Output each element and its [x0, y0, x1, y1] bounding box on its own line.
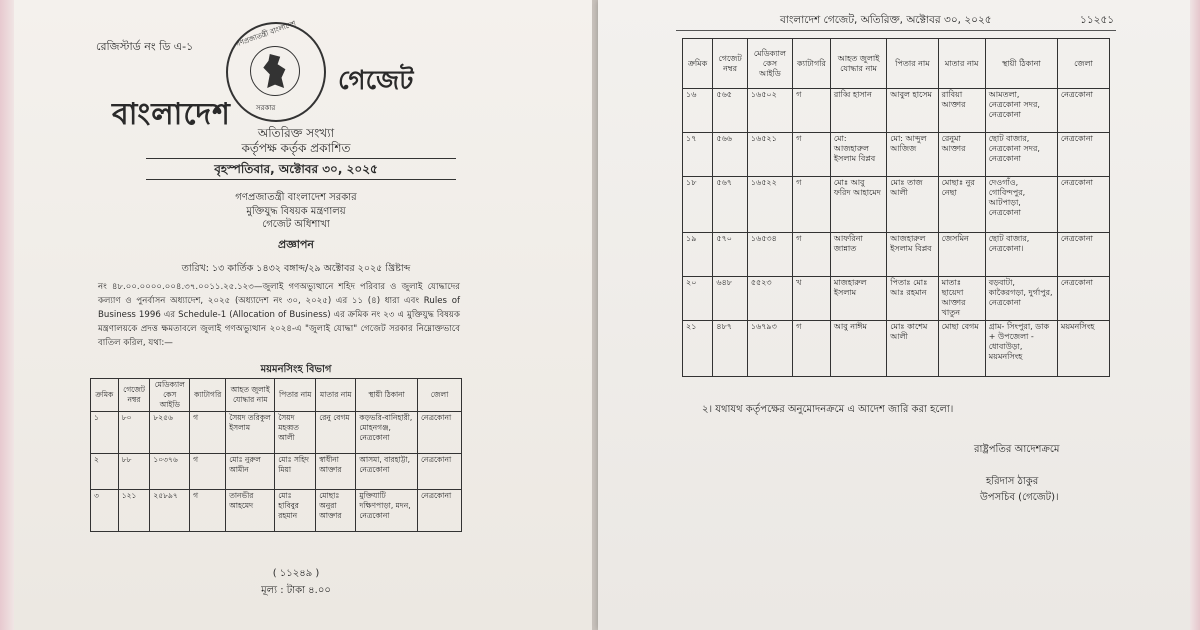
table-row: [683, 321, 1110, 377]
table-cell: মোছাঃ অনুরা আক্তার: [316, 490, 356, 532]
table-cell: ৮৮: [118, 454, 150, 490]
table-row: [683, 89, 1110, 133]
table-cell: জেসমিন: [938, 233, 985, 277]
table-cell: ৫৬৬: [713, 133, 747, 177]
table-cell: ২১: [683, 321, 713, 377]
table-cell: ৮২৫৬: [150, 412, 190, 454]
column-header: গেজেট নম্বর: [118, 379, 150, 412]
table-cell: মাতাঃ ছায়েদা আক্তার খাতুন: [938, 277, 985, 321]
table-row: [91, 490, 462, 532]
table-cell: রাব্বি হাসান: [830, 89, 886, 133]
table-cell: স্বাধীনা আক্তার: [316, 454, 356, 490]
table-cell: মোঃ আবু ফরিদ আহামেদ: [830, 177, 886, 233]
table-cell: ১২১: [118, 490, 150, 532]
table-cell: আমতলা, নেত্রকোনা সদর, নেত্রকোনা: [985, 89, 1057, 133]
table-cell: ১০৩৭৬: [150, 454, 190, 490]
order-line: রাষ্ট্রপতির আদেশক্রমে: [974, 444, 1060, 455]
table-row: [683, 233, 1110, 277]
table-cell: গ্রাম- সিংপুরা, ডাক + উপজেলা - ধোবাউড়া, ময়মনসিংহ: [985, 321, 1057, 377]
table-cell: নেত্রকোনা: [1057, 233, 1109, 277]
table-cell: রেনুমা আক্তার: [938, 133, 985, 177]
page-edge: [1190, 0, 1200, 630]
column-header: ক্যাটাগরি: [793, 39, 831, 89]
table-cell: ১৬৫৩৪: [747, 233, 792, 277]
table-cell: নেত্রকোনা: [1057, 177, 1109, 233]
table-cell: মো: আব্দুল আজিজ: [887, 133, 938, 177]
table-cell: রেনু বেগম: [316, 412, 356, 454]
column-header: আহত জুলাই যোদ্ধার নাম: [830, 39, 886, 89]
table-cell: রাবিয়া আক্তার: [938, 89, 985, 133]
table-cell: ২: [91, 454, 119, 490]
table-cell: ২০: [683, 277, 713, 321]
table-cell: বড়বাটা, কাকৈরগড়া, দুর্গাপুর, নেত্রকোনা: [985, 277, 1057, 321]
table-header-row: [91, 379, 462, 412]
table-cell: গ: [793, 233, 831, 277]
table-cell: গ: [190, 490, 226, 532]
table-cell: ৫৫২৩: [747, 277, 792, 321]
table-cell: গ: [793, 321, 831, 377]
seal-bottom-text: সরকার: [256, 104, 276, 112]
table-cell: আবু নাঈম: [830, 321, 886, 377]
table-cell: ছোট বাজার, নেত্রকোনা।: [985, 233, 1057, 277]
notification-title: প্রজ্ঞাপন: [278, 238, 314, 251]
table-cell: মোঃ কাশেম আলী: [887, 321, 938, 377]
table-cell: নেত্রকোনা: [1057, 133, 1109, 177]
divider: [676, 30, 1116, 31]
table-row: [683, 133, 1110, 177]
table-cell: ৫৬৫: [713, 89, 747, 133]
table-cell: ৩: [91, 490, 119, 532]
government-name: গণপ্রজাতন্ত্রী বাংলাদেশ সরকার: [235, 192, 357, 203]
table-cell: আজহারুল ইসলাম বিপ্লব: [887, 233, 938, 277]
table-cell: গ: [793, 177, 831, 233]
table-cell: গ: [793, 133, 831, 177]
table-cell: নেত্রকোনা: [1057, 277, 1109, 321]
table-cell: মো: আজহারুল ইসলাম বিপ্লব: [830, 133, 886, 177]
division-title: ময়মনসিংহ বিভাগ: [260, 364, 332, 375]
column-header: ক্রমিক: [683, 39, 713, 89]
column-header: ক্রমিক: [91, 379, 119, 412]
registration-number: রেজিস্টার্ড নং ডি এ-১: [96, 40, 194, 53]
table-cell: মোঃ তাজ আলী: [887, 177, 938, 233]
notification-date: তারিখ: ১৩ কার্তিক ১৪৩২ বঙ্গাব্দ/২৯ অক্টোবর ২০২৫ খ্রিষ্টাব্দ: [181, 263, 411, 274]
divider: [146, 158, 456, 159]
signer-name: হরিদাস ঠাকুর: [986, 476, 1039, 487]
issue-date: বৃহস্পতিবার, অক্টোবর ৩০, ২০২৫: [214, 162, 378, 176]
column-header: ক্যাটাগরি: [190, 379, 226, 412]
table-cell: মোছা বেগম: [938, 321, 985, 377]
table-cell: মুক্তিযাটি দক্ষিণপাড়া, মদন, নেত্রকোনা: [356, 490, 418, 532]
column-header: জেলা: [418, 379, 462, 412]
page-number: ( ১১২৪৯ ): [272, 568, 320, 579]
table-cell: ১৭: [683, 133, 713, 177]
right-gazette-table: [682, 38, 1110, 377]
divider: [146, 179, 456, 180]
column-header: পিতার নাম: [275, 379, 316, 412]
table-cell: ময়মনসিংহ: [1057, 321, 1109, 377]
table-cell: ছোট বাজার, নেত্রকোনা সদর, নেত্রকোনা: [985, 133, 1057, 177]
table-cell: ১৬৫২১: [747, 133, 792, 177]
table-cell: ১৬৫২২: [747, 177, 792, 233]
table-cell: নেত্রকোনা: [418, 490, 462, 532]
table-cell: ৫৬৭: [713, 177, 747, 233]
ministry-name: মুক্তিযুদ্ধ বিষয়ক মন্ত্রণালয়: [246, 206, 346, 217]
left-gazette-table: [90, 378, 462, 532]
table-cell: মোঃ সহিদ মিয়া: [275, 454, 316, 490]
column-header: মেডিক্যাল কেস আইডি: [150, 379, 190, 412]
table-cell: ১৮: [683, 177, 713, 233]
table-cell: ১: [91, 412, 119, 454]
table-cell: ১৯: [683, 233, 713, 277]
table-cell: কড়ভরি-বানিহারী, মোহনগঞ্জ, নেত্রকোনা: [356, 412, 418, 454]
table-cell: গ: [190, 454, 226, 490]
running-header: বাংলাদেশ গেজেট, অতিরিক্ত, অক্টোবর ৩০, ২০২৫: [780, 14, 992, 26]
approval-note: ২। যথাযথ কর্তৃপক্ষের অনুমোদনক্রমে এ আদেশ জারি করা হলো।: [702, 404, 954, 415]
extraordinary-label: অতিরিক্ত সংখ্যা: [257, 126, 335, 140]
table-cell: দেওগাঁও, গোবিন্দপুর, আটপাড়া, নেত্রকোনা: [985, 177, 1057, 233]
table-cell: ৫৭০: [713, 233, 747, 277]
table-cell: পিতাঃ মোঃ আঃ রহমান: [887, 277, 938, 321]
column-header: গেজেট নম্বর: [713, 39, 747, 89]
table-cell: আসমা, বারহাট্টা, নেত্রকোনা: [356, 454, 418, 490]
notification-paragraph: নং ৪৮.০০.০০০০.০০৪.৩৭.০০১১.২৫.১২৩—জুলাই গণঅভ্যুত্থানে শহিদ পরিবার ও জুলাই যোদ্ধাদের কল্যাণ ও পুনর্বাসন অধ্যাদেশ, ২০২৫ (অধ্যাদেশ নং ৩০, ২০২৫) এর ১১ (৪) ধারা এবং Rules of Business 1996 এর Schedule-1 (Allocation of Business) এর ক্রমিক নং ২৩ এ মুক্তিযুদ্ধ বিষয়ক মন্ত্রণালয়কে প্রদত্ত ক্ষমতাবলে জুলাই গণঅভ্যুত্থান ২০২৪-এ "জুলাই যোদ্ধা" গেজেট সরকার নিম্নোক্তভাবে বাতিল করিল, যথা:—: [98, 282, 460, 348]
table-cell: সৈয়দ তরিকুল ইসলাম: [226, 412, 275, 454]
column-header: মেডিক্যাল কেস আইডি: [747, 39, 792, 89]
left-gazette-page: [0, 0, 592, 630]
table-row: [683, 177, 1110, 233]
section-name: গেজেট অধিশাখা: [262, 219, 330, 230]
table-cell: আফরিনা জান্নাত: [830, 233, 886, 277]
price-label: মূল্য : টাকা ৪.০০: [261, 585, 331, 596]
table-cell: সৈয়দ মহব্বত আলী: [275, 412, 316, 454]
published-by-label: কর্তৃপক্ষ কর্তৃক প্রকাশিত: [241, 141, 351, 155]
column-header: আহত জুলাই যোদ্ধার নাম: [226, 379, 275, 412]
table-cell: ২৫৮৯৭: [150, 490, 190, 532]
masthead-gazette: গেজেট: [338, 66, 414, 96]
column-header: মাতার নাম: [938, 39, 985, 89]
table-cell: ১৬: [683, 89, 713, 133]
column-header: স্থায়ী ঠিকানা: [356, 379, 418, 412]
table-cell: মোছাঃ নুর নেছা: [938, 177, 985, 233]
page-number: ১১২৫১: [1080, 14, 1115, 26]
seal-ring-text: গণপ্রজাতন্ত্রী বাংলাদেশ: [234, 19, 297, 49]
table-row: [683, 277, 1110, 321]
table-row: [91, 454, 462, 490]
table-cell: ৮০: [118, 412, 150, 454]
table-cell: ৬৪৮: [713, 277, 747, 321]
table-cell: খ: [793, 277, 831, 321]
table-cell: গ: [190, 412, 226, 454]
table-cell: তানভীর আহমেদ: [226, 490, 275, 532]
column-header: পিতার নাম: [887, 39, 938, 89]
table-cell: ১৬৫০২: [747, 89, 792, 133]
table-cell: আবুল হাসেম: [887, 89, 938, 133]
table-cell: নেত্রকোনা: [1057, 89, 1109, 133]
table-cell: মোঃ হাবিবুর রহমান: [275, 490, 316, 532]
column-header: জেলা: [1057, 39, 1109, 89]
table-row: [91, 412, 462, 454]
signer-title: উপসচিব (গেজেট)।: [980, 492, 1059, 503]
government-seal: [226, 19, 326, 122]
table-cell: মোঃ নুরুল আমীন: [226, 454, 275, 490]
table-cell: মাজহারুল ইসলাম: [830, 277, 886, 321]
table-header-row: [683, 39, 1110, 89]
table-cell: নেত্রকোনা: [418, 454, 462, 490]
column-header: স্থায়ী ঠিকানা: [985, 39, 1057, 89]
table-cell: নেত্রকোনা: [418, 412, 462, 454]
column-header: মাতার নাম: [316, 379, 356, 412]
masthead-bangladesh: বাংলাদেশ: [112, 97, 231, 132]
page-edge: [0, 0, 14, 630]
table-cell: ১৬৭৯৩: [747, 321, 792, 377]
table-cell: ৪৮৭: [713, 321, 747, 377]
table-cell: গ: [793, 89, 831, 133]
